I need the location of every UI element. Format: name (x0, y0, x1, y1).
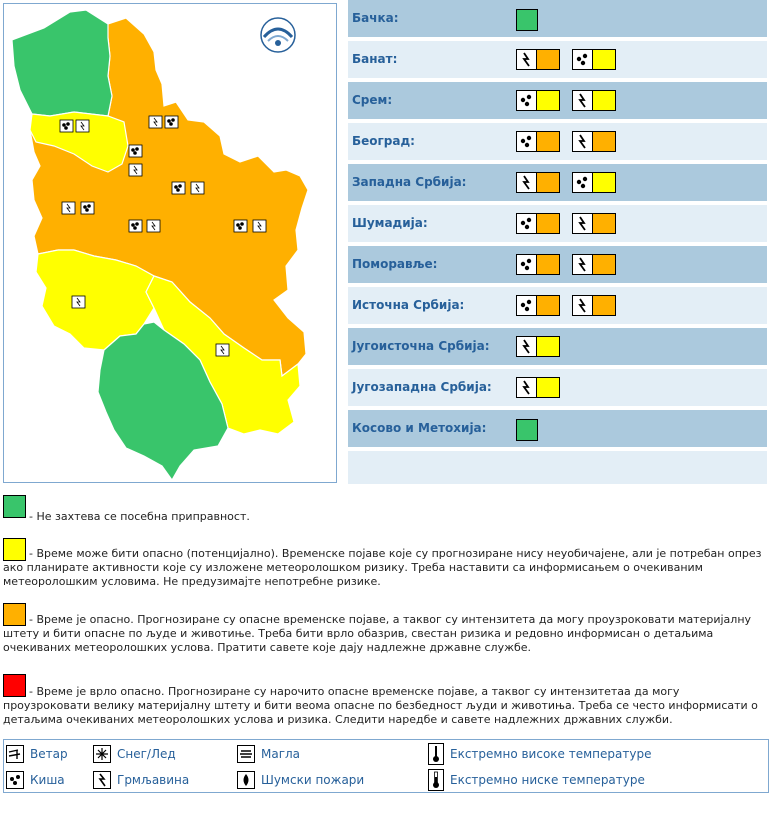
rain-icon (6, 771, 24, 789)
warning-chip (516, 172, 560, 193)
snow-ice-icon (93, 745, 111, 763)
key-fog-label: Магла (261, 747, 301, 761)
region-row (348, 123, 767, 160)
wind-icon (6, 745, 24, 763)
region-name[interactable]: Банат: (352, 52, 398, 66)
key-snow (93, 745, 176, 763)
region-row (348, 246, 767, 283)
regions-table (348, 0, 767, 484)
level-swatch (516, 419, 538, 441)
warning-level (537, 295, 560, 316)
region-name[interactable]: Западна Србија: (352, 175, 467, 189)
key-low-temp-label: Екстремно ниске температуре (450, 773, 645, 787)
legend-green-text: - Не захтева се посебна приправност. (29, 510, 250, 523)
forest-fire-icon (237, 771, 255, 789)
region-name[interactable]: Југоисточна Србија: (352, 339, 490, 353)
warning-level (537, 377, 560, 398)
low-temperature-icon (428, 769, 444, 791)
key-rain (6, 771, 65, 789)
rain-icon (572, 49, 593, 70)
key-thunder (93, 771, 189, 789)
thunderstorm-icon (572, 295, 593, 316)
warning-chip (516, 90, 560, 111)
key-rain-label: Киша (30, 773, 65, 787)
warning-chip (516, 213, 560, 234)
rain-icon (572, 172, 593, 193)
rain-icon (516, 131, 537, 152)
key-wind (6, 745, 68, 763)
warning-chip (572, 295, 616, 316)
warning-chip (516, 336, 560, 357)
legend-red-text: - Време је врло опасно. Прогнозиране су нарочито опасне временске појаве, а таквог су интензитетаа да могу проузроковати велику материјалну штету и бити веома опасне по безбедност људи и животиња. Треба се често информисати о детаљима очекиваних метеоролошких услова и ризика. Следити наредбе и савете надлежних државних служби. (3, 685, 758, 726)
warning-chip (572, 49, 616, 70)
warning-level (537, 254, 560, 275)
icon-key (3, 739, 769, 793)
warning-level (593, 90, 616, 111)
warning-map (3, 3, 337, 483)
warning-level (593, 49, 616, 70)
rain-icon (516, 213, 537, 234)
rain-icon (516, 90, 537, 111)
legend-orange-text: - Време је опасно. Прогнозиране су опасне временске појаве, а таквог су интензитета да могу проузроковати материјалну штету и бити опасне по људе и животиње. Треба бити врло обазрив, свестан ризика и редовно информисан о детаљима очекиваних метеоролошких услова. Пратити савете које дају надлежне државне службе. (3, 613, 752, 654)
warning-level (537, 90, 560, 111)
region-row (348, 410, 767, 447)
warning-chip (572, 131, 616, 152)
region-name[interactable]: Бачка: (352, 11, 399, 25)
warning-level (537, 131, 560, 152)
region-name[interactable]: Београд: (352, 134, 415, 148)
thunderstorm-icon (516, 172, 537, 193)
warning-level (593, 131, 616, 152)
region-name[interactable]: Поморавље: (352, 257, 438, 271)
region-row (348, 41, 767, 78)
warning-chip (516, 254, 560, 275)
warning-chip (572, 90, 616, 111)
key-fire (237, 771, 364, 789)
warning-level (593, 213, 616, 234)
region-row (348, 328, 767, 365)
warning-chip (572, 172, 616, 193)
warning-level (537, 213, 560, 234)
region-name[interactable]: Срем: (352, 93, 393, 107)
warning-chip (516, 295, 560, 316)
high-temperature-icon (428, 743, 444, 765)
key-wind-label: Ветар (30, 747, 68, 761)
key-high-temp-label: Екстремно високе температуре (450, 747, 652, 761)
serbia-map (4, 4, 336, 482)
thunderstorm-icon (516, 377, 537, 398)
fog-icon (237, 745, 255, 763)
thunderstorm-icon (516, 49, 537, 70)
warning-level (593, 172, 616, 193)
thunderstorm-icon (572, 213, 593, 234)
region-row (348, 205, 767, 242)
warning-level (537, 172, 560, 193)
thunderstorm-icon (516, 336, 537, 357)
thunderstorm-icon (572, 90, 593, 111)
region-row (348, 287, 767, 324)
thunderstorm-icon (93, 771, 111, 789)
region-row (348, 0, 767, 37)
region-name[interactable]: Источна Србија: (352, 298, 465, 312)
warning-chip (516, 131, 560, 152)
legend-yellow-text: - Време може бити опасно (потенцијално). Временске појаве које су прогнозиране нису неуобичајене, али је потребан опрез ако планирате активности које су изложене метеоролошком ризику. Треба наставити са информисањем о очекиваним метеоролошким условима. Не предузимајте непотребне ризике. (3, 547, 762, 588)
region-name[interactable]: Косово и Метохија: (352, 421, 487, 435)
region-row (348, 369, 767, 406)
key-high-temp (428, 743, 651, 765)
region-row-empty (348, 451, 767, 484)
region-row (348, 164, 767, 201)
key-fog (237, 745, 300, 763)
region-row (348, 82, 767, 119)
rain-icon (516, 295, 537, 316)
region-name[interactable]: Југозападна Србија: (352, 380, 492, 394)
thunderstorm-icon (572, 254, 593, 275)
map-region-backa (12, 10, 112, 116)
warning-chip (516, 377, 560, 398)
rain-icon (516, 254, 537, 275)
rhmz-logo (255, 15, 301, 63)
thunderstorm-icon (572, 131, 593, 152)
warning-chip (572, 254, 616, 275)
warning-chip (572, 213, 616, 234)
key-low-temp (428, 769, 645, 791)
key-thunder-label: Грмљавина (117, 773, 190, 787)
key-snow-label: Снег/Лед (117, 747, 176, 761)
warning-level (593, 295, 616, 316)
region-name[interactable]: Шумадија: (352, 216, 428, 230)
level-swatch (516, 9, 538, 31)
warning-level (537, 336, 560, 357)
warning-level (593, 254, 616, 275)
warning-level (537, 49, 560, 70)
warning-chip (516, 49, 560, 70)
key-fire-label: Шумски пожари (261, 773, 365, 787)
